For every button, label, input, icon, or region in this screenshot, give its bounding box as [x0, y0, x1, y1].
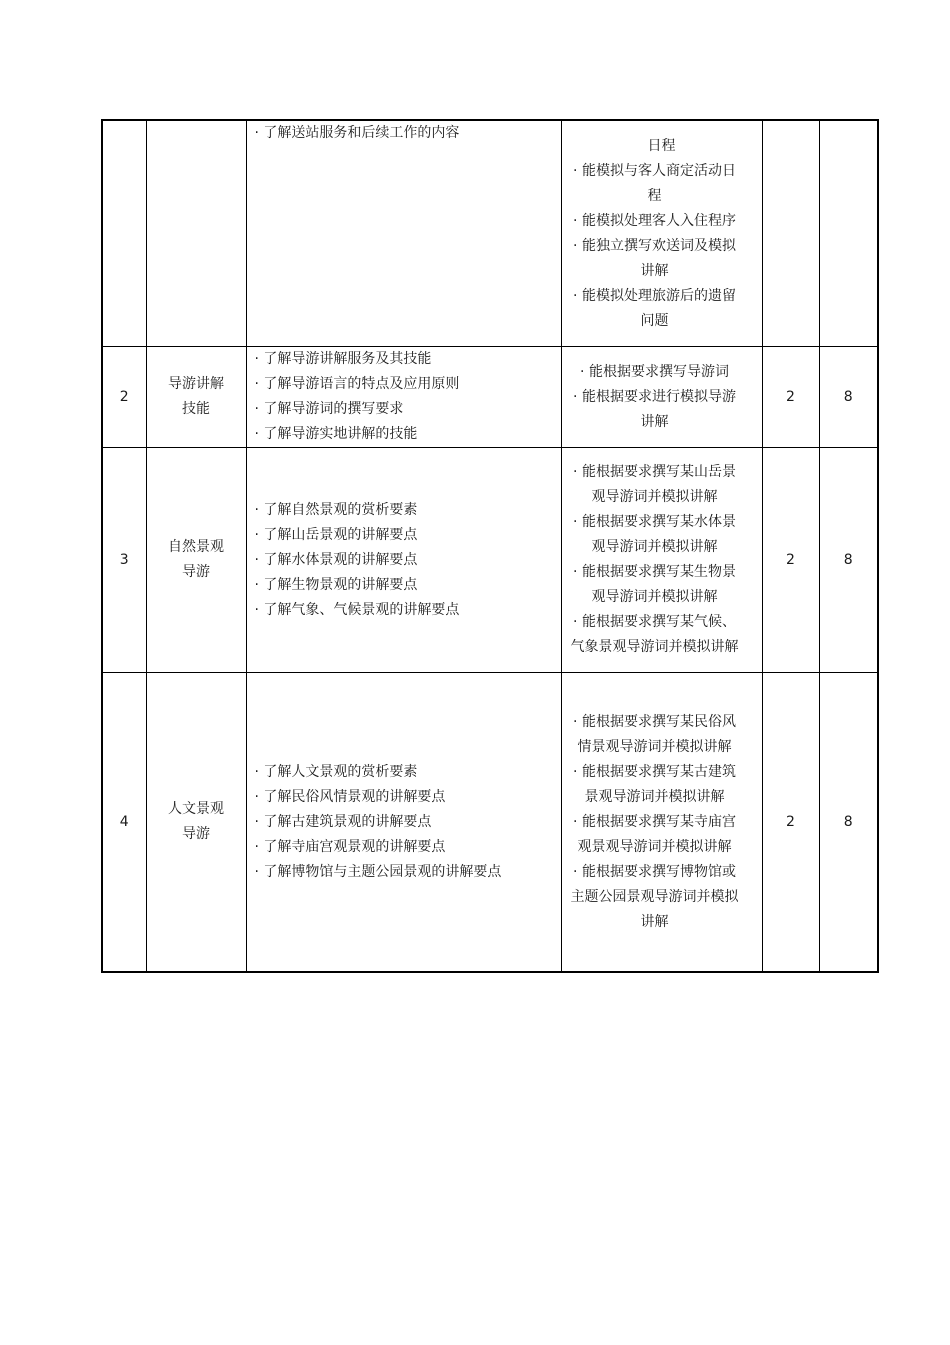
knowledge-item: · 了解生物景观的讲解要点 [254, 576, 418, 593]
knowledge-cell [246, 120, 561, 347]
skill-cell [561, 347, 762, 448]
knowledge-item: · 了解导游语言的特点及应用原则 [254, 376, 460, 392]
skill-item: 日程 [647, 137, 676, 154]
skill-cell [561, 120, 762, 347]
curriculum-table [101, 119, 879, 973]
skill-item: · 能根据要求撰写博物馆或主题公园景观导游词并模拟讲解 [570, 863, 739, 930]
module-name: 导游讲解技能 [146, 347, 246, 448]
knowledge-item: · 了解人文景观的赏析要素 [254, 763, 418, 780]
knowledge-cell [246, 347, 561, 448]
skill-item: · 能根据要求进行模拟导游讲解 [573, 388, 736, 430]
row-number: 2 [102, 347, 146, 448]
knowledge-item: · 了解自然景观的赏析要素 [254, 501, 418, 518]
knowledge-item: · 了解送站服务和后续工作的内容 [254, 125, 460, 141]
row-number: 4 [102, 673, 146, 973]
row-number [102, 120, 146, 347]
knowledge-item: · 了解水体景观的讲解要点 [254, 551, 418, 568]
hours-theory: 2 [762, 347, 819, 448]
knowledge-cell [246, 673, 561, 973]
table-row [102, 347, 878, 448]
skill-item: · 能独立撰写欢送词及模拟讲解 [573, 237, 736, 279]
hours-theory: 2 [762, 448, 819, 673]
knowledge-item: · 了解古建筑景观的讲解要点 [254, 813, 432, 830]
knowledge-item: · 了解民俗风情景观的讲解要点 [254, 788, 446, 805]
knowledge-cell [246, 448, 561, 673]
skill-cell [561, 673, 762, 973]
knowledge-item: · 了解导游实地讲解的技能 [254, 426, 418, 442]
hours-theory [762, 120, 819, 347]
table-row [102, 120, 878, 347]
knowledge-item: · 了解博物馆与主题公园景观的讲解要点 [254, 863, 502, 880]
skill-item: · 能根据要求撰写某山岳景观导游词并模拟讲解 [573, 464, 736, 505]
table-row [102, 448, 878, 673]
hours-practice: 8 [819, 448, 878, 673]
skill-item: · 能根据要求撰写某古建筑景观导游词并模拟讲解 [573, 763, 736, 805]
hours-theory: 2 [762, 673, 819, 973]
module-name: 人文景观导游 [146, 673, 246, 973]
skill-item: · 能根据要求撰写某寺庙宫观景观导游词并模拟讲解 [573, 813, 736, 855]
skill-item: · 能模拟处理客人入住程序 [573, 212, 736, 229]
skill-cell [561, 448, 762, 673]
knowledge-item: · 了解山岳景观的讲解要点 [254, 526, 418, 543]
skill-item: · 能根据要求撰写某水体景观导游词并模拟讲解 [573, 514, 736, 555]
knowledge-item: · 了解导游词的撰写要求 [254, 401, 404, 417]
module-name [146, 120, 246, 347]
knowledge-item: · 了解气象、气候景观的讲解要点 [254, 601, 460, 618]
skill-item: · 能模拟与客人商定活动日程 [573, 162, 736, 204]
hours-practice [819, 120, 878, 347]
row-number: 3 [102, 448, 146, 673]
table-row [102, 673, 878, 973]
skill-item: · 能模拟处理旅游后的遗留问题 [573, 287, 736, 329]
hours-practice: 8 [819, 673, 878, 973]
knowledge-item: · 了解导游讲解服务及其技能 [254, 351, 432, 367]
skill-item: · 能根据要求撰写某民俗风情景观导游词并模拟讲解 [573, 713, 736, 755]
skill-item: · 能根据要求撰写某生物景观导游词并模拟讲解 [573, 564, 736, 605]
skill-item: · 能根据要求撰写某气候、气象景观导游词并模拟讲解 [570, 614, 739, 655]
knowledge-item: · 了解寺庙宫观景观的讲解要点 [254, 838, 446, 855]
module-name: 自然景观导游 [146, 448, 246, 673]
skill-item: · 能根据要求撰写导游词 [580, 363, 729, 380]
hours-practice: 8 [819, 347, 878, 448]
